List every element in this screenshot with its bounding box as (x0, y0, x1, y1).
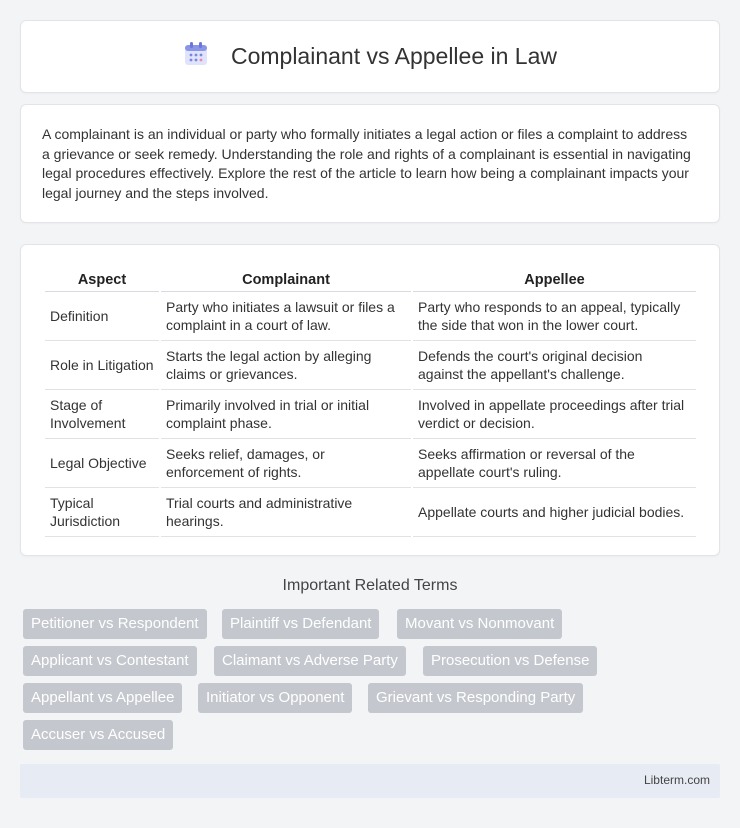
cell-aspect: Definition (45, 292, 159, 341)
title-wrap (183, 41, 557, 72)
related-term-tag[interactable]: Movant vs Nonmovant (397, 609, 562, 639)
comparison-table-card (20, 244, 720, 556)
cell-appellee: Involved in appellate proceedings after trial verdict or decision. (413, 390, 696, 439)
related-term-tag[interactable]: Initiator vs Opponent (198, 683, 352, 713)
table-header-row (45, 265, 696, 292)
related-term-tag[interactable]: Petitioner vs Respondent (23, 609, 207, 639)
cell-appellee: Party who responds to an appeal, typically the side that won in the lower court. (413, 292, 696, 341)
cell-complainant: Starts the legal action by alleging claims or grievances. (161, 341, 411, 390)
cell-complainant: Party who initiates a lawsuit or files a complaint in a court of law. (161, 292, 411, 341)
page-title: Complainant vs Appellee in Law (230, 43, 558, 69)
calendar-icon (183, 41, 209, 72)
intro-card (20, 104, 720, 223)
header-appellee: Appellee (413, 265, 696, 292)
related-term-tag[interactable]: Claimant vs Adverse Party (214, 646, 406, 676)
related-term-tag[interactable]: Prosecution vs Defense (423, 646, 597, 676)
header-card (20, 20, 720, 93)
related-term-tag[interactable]: Accuser vs Accused (23, 720, 173, 750)
table-row (45, 488, 696, 537)
table-row (45, 390, 696, 439)
cell-appellee: Defends the court's original decision against the appellant's challenge. (413, 341, 696, 390)
cell-appellee: Appellate courts and higher judicial bodies. (413, 488, 696, 537)
cell-aspect: Legal Objective (45, 439, 159, 488)
footer-site-link[interactable]: Libterm.com (643, 773, 710, 787)
cell-complainant: Seeks relief, damages, or enforcement of rights. (161, 439, 411, 488)
comparison-table (43, 265, 698, 537)
related-term-tag[interactable]: Appellant vs Appellee (23, 683, 182, 713)
cell-aspect: Typical Jurisdiction (45, 488, 159, 537)
cell-aspect: Role in Litigation (45, 341, 159, 390)
header-aspect: Aspect (45, 265, 159, 292)
intro-paragraph: A complainant is an individual or party who formally initiates a legal action or files a complaint to address a grievance or seek remedy. Understanding the role and rights of a complainant is essential in navigating legal procedures effectively. Explore the rest of the article to learn how being a complainant impacts your legal journey and the steps involved. (42, 126, 691, 201)
table-row (45, 341, 696, 390)
header-complainant: Complainant (161, 265, 411, 292)
cell-appellee: Seeks affirmation or reversal of the appellate court's ruling. (413, 439, 696, 488)
cell-complainant: Trial courts and administrative hearings. (161, 488, 411, 537)
table-row (45, 439, 696, 488)
cell-aspect: Stage of Involvement (45, 390, 159, 439)
footer (20, 764, 720, 798)
related-term-tag[interactable]: Applicant vs Contestant (23, 646, 197, 676)
related-term-tag[interactable]: Grievant vs Responding Party (368, 683, 583, 713)
cell-complainant: Primarily involved in trial or initial complaint phase. (161, 390, 411, 439)
related-term-tag[interactable]: Plaintiff vs Defendant (222, 609, 379, 639)
related-terms-title: Important Related Terms (282, 577, 458, 594)
table-row (45, 292, 696, 341)
